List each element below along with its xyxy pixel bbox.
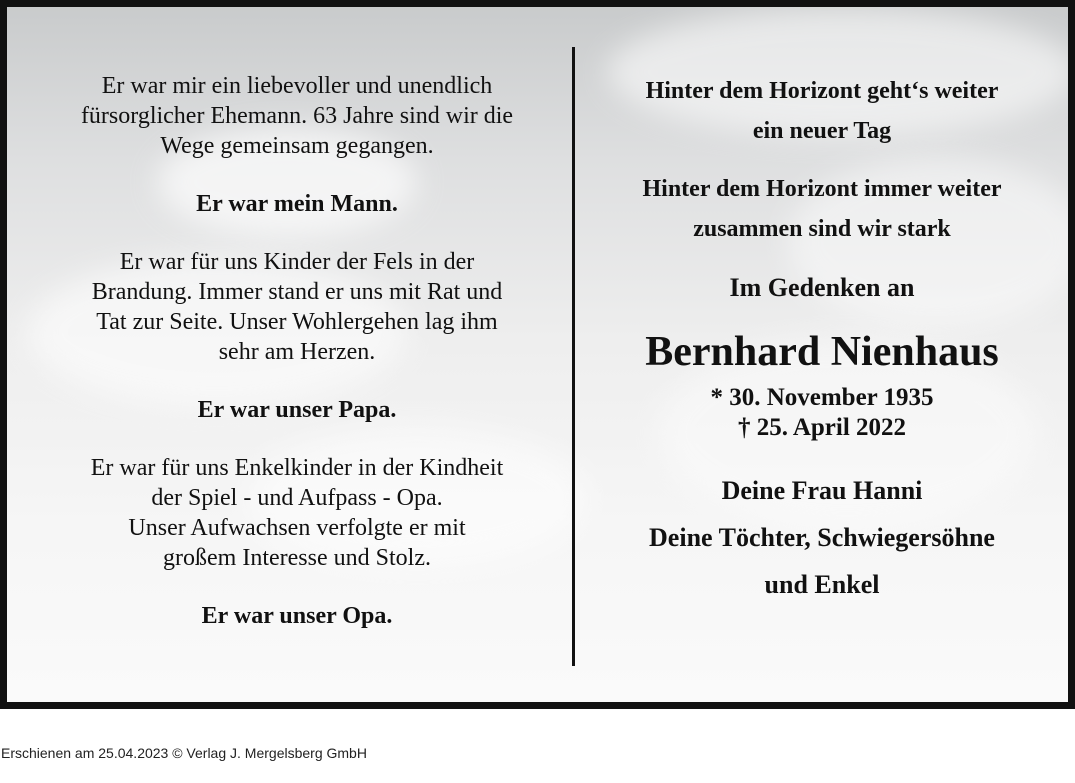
tribute-heading-opa: Er war unser Opa. bbox=[201, 603, 393, 629]
column-divider bbox=[572, 47, 575, 666]
text-line: Hinter dem Horizont geht‘s weiter bbox=[645, 78, 999, 104]
text-line: und Enkel bbox=[764, 570, 880, 599]
birth-date: * 30. November 1935 bbox=[710, 384, 934, 411]
tribute-paragraph-3 bbox=[37, 453, 557, 573]
text-line: sehr am Herzen. bbox=[218, 339, 376, 365]
text-line: großem Interesse und Stolz. bbox=[163, 545, 431, 571]
deceased-name: Bernhard Nienhaus bbox=[645, 329, 999, 375]
text-line: Deine Töchter, Schwiegersöhne bbox=[649, 523, 995, 552]
tribute-paragraph-1 bbox=[37, 71, 557, 161]
text-line: Unser Aufwachsen verfolgte er mit bbox=[128, 515, 466, 541]
text-line: Er war mir ein liebevoller und unendlich bbox=[101, 73, 493, 99]
text-line: Deine Frau Hanni bbox=[721, 476, 923, 505]
poem-verse-2 bbox=[597, 169, 1047, 249]
tribute-column bbox=[37, 71, 557, 631]
in-memory-heading: Im Gedenken an bbox=[729, 273, 915, 302]
text-line: Hinter dem Horizont immer weiter bbox=[642, 176, 1002, 202]
text-line: ein neuer Tag bbox=[752, 118, 892, 144]
family-signature bbox=[597, 467, 1047, 608]
tribute-paragraph-2 bbox=[37, 247, 557, 367]
life-dates bbox=[597, 383, 1047, 443]
death-date: † 25. April 2022 bbox=[737, 414, 907, 441]
text-line: der Spiel - und Aufpass - Opa. bbox=[151, 485, 443, 511]
memorial-column bbox=[597, 71, 1047, 608]
text-line: Brandung. Immer stand er uns mit Rat und bbox=[91, 279, 503, 305]
text-line: Tat zur Seite. Unser Wohlergehen lag ihm bbox=[96, 309, 498, 335]
tribute-heading-husband: Er war mein Mann. bbox=[196, 191, 398, 217]
publication-footer: Erschienen am 25.04.2023 © Verlag J. Mergelsberg GmbH bbox=[1, 745, 367, 761]
tribute-heading-papa: Er war unser Papa. bbox=[197, 397, 397, 423]
text-line: Er war für uns Kinder der Fels in der bbox=[119, 249, 475, 275]
text-line: zusammen sind wir stark bbox=[693, 216, 951, 242]
poem-verse-1 bbox=[597, 71, 1047, 151]
text-line: Er war für uns Enkelkinder in der Kindheit bbox=[90, 455, 504, 481]
text-line: fürsorglicher Ehemann. 63 Jahre sind wir die bbox=[80, 103, 514, 129]
text-line: Wege gemeinsam gegangen. bbox=[160, 133, 434, 159]
